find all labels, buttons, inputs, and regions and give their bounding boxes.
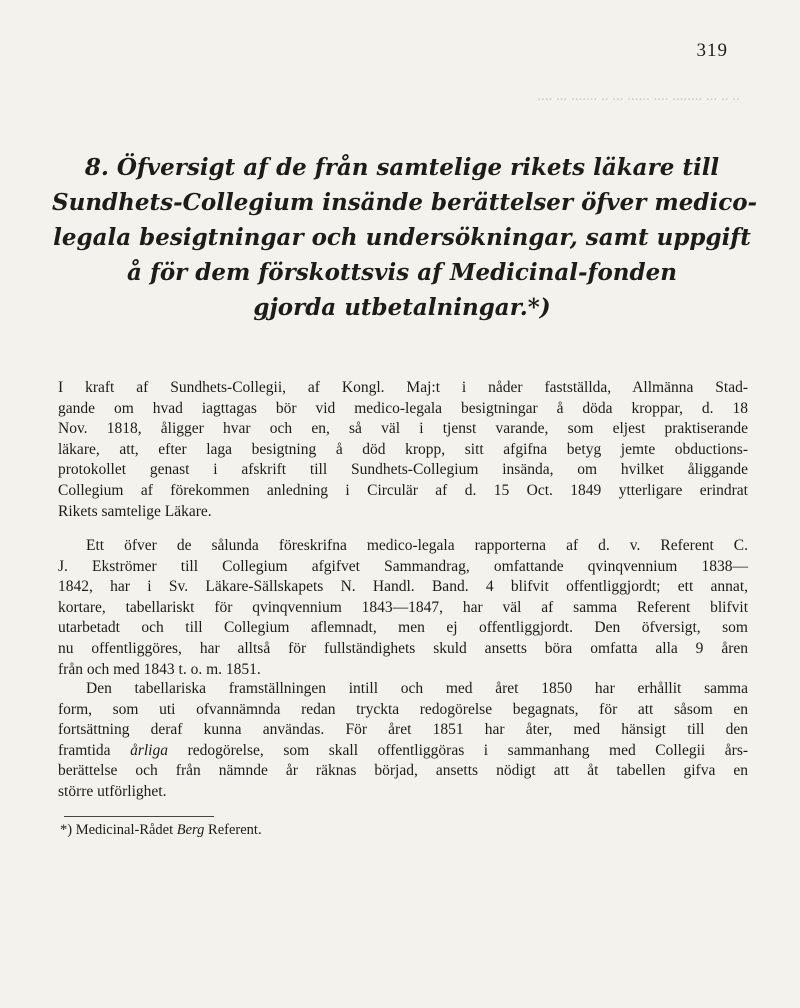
paragraph-2 bbox=[58, 536, 748, 680]
text-line: I kraft af Sundhets-Collegii, af Kongl. Maj:t i nåder fastställda, Allmänna Stad- bbox=[58, 379, 748, 396]
heading-line: 8. Öfversigt af de från samtelige rikets läkare till bbox=[84, 154, 720, 181]
heading-line: gjorda utbetalningar.*) bbox=[253, 294, 551, 321]
footnote bbox=[60, 822, 262, 839]
text-line: 1842, har i Sv. Läkare-Sällskapets N. Handl. Band. 4 blifvit offentliggjordt; ett annat, bbox=[58, 578, 748, 596]
heading-line: å för dem förskottsvis af Medicinal-fonden bbox=[127, 259, 677, 286]
text-line: form, som uti ofvannämnda redan tryckta redogörelse begagnats, för att såsom en bbox=[58, 700, 748, 718]
page-number: 319 bbox=[696, 40, 728, 61]
text-line: kortare, tabellariskt för qvinqvennium 1843—1847, har väl af samma Referent blifvit bbox=[58, 598, 748, 616]
text-line: läkare, att, efter laga besigtning å död kropp, sitt afgifna betyg jemte obductions- bbox=[58, 440, 748, 458]
text-line: utarbetadt och till Collegium aflemnadt, men ej offentliggjordt. Den öfversigt, som bbox=[58, 619, 748, 637]
paragraph-3 bbox=[58, 679, 748, 803]
text-fragment: redogörelse, som skall offentliggöras i sammanhang med Collegii års- bbox=[187, 741, 749, 759]
footnote-name: Berg bbox=[176, 822, 205, 838]
text-line: Nov. 1818, åligger hvar och en, så väl i tjenst varande, som eljest praktiserande bbox=[58, 420, 748, 438]
heading-line: legala besigtningar och undersökningar, samt uppgift bbox=[53, 224, 751, 251]
section-heading bbox=[52, 150, 758, 325]
text-line: berättelse och från nämnde år räknas börjad, ansetts nödigt att åt tabellen gifva en bbox=[58, 762, 748, 780]
heading-line: Sundhets-Collegium insände berättelser öfver medico- bbox=[52, 189, 758, 216]
text-line: större utförlighet. bbox=[58, 782, 167, 800]
text-line: protokollet genast i afskrift till Sundhets-Collegium insända, om hvilket åliggande bbox=[58, 461, 748, 479]
footnote-divider bbox=[64, 816, 214, 817]
text-line: nu offentliggöres, har alltså för fullständighets skuld ansetts böra omfatta alla 9 åren bbox=[58, 639, 748, 657]
footnote-prefix: *) Medicinal-Rådet bbox=[60, 822, 174, 838]
text-line: från och med 1843 t. o. m. 1851. bbox=[58, 660, 261, 678]
show-through-text: ·· ·· ··· ········ ···· ······ ··· ·· ······· ··· ···· bbox=[537, 92, 740, 108]
text-line: J. Ekströmer till Collegium afgifvet Sammandrag, omfattande qvinqvennium 1838— bbox=[58, 557, 748, 575]
text-line: fortsättning deraf kunna användas. För året 1851 har åter, med hänsigt till den bbox=[58, 721, 748, 739]
text-line bbox=[58, 741, 748, 762]
paragraph-1 bbox=[58, 378, 748, 522]
footnote-suffix: Referent. bbox=[208, 822, 262, 838]
emphasized-word: årliga bbox=[130, 741, 168, 759]
text-line: Collegium af förekommen anledning i Circulär af d. 15 Oct. 1849 ytterligare erindrat bbox=[58, 481, 748, 499]
text-fragment: framtida bbox=[58, 741, 111, 759]
text-line: Rikets samtelige Läkare. bbox=[58, 502, 212, 520]
text-line: Den tabellariska framställningen intill och med året 1850 har erhållit samma bbox=[86, 680, 748, 697]
text-line: Ett öfver de sålunda föreskrifna medico-legala rapporterna af d. v. Referent C. bbox=[86, 537, 748, 554]
text-line: gande om hvad iagttagas bör vid medico-legala besigtningar å döda kroppar, d. 18 bbox=[58, 399, 748, 417]
